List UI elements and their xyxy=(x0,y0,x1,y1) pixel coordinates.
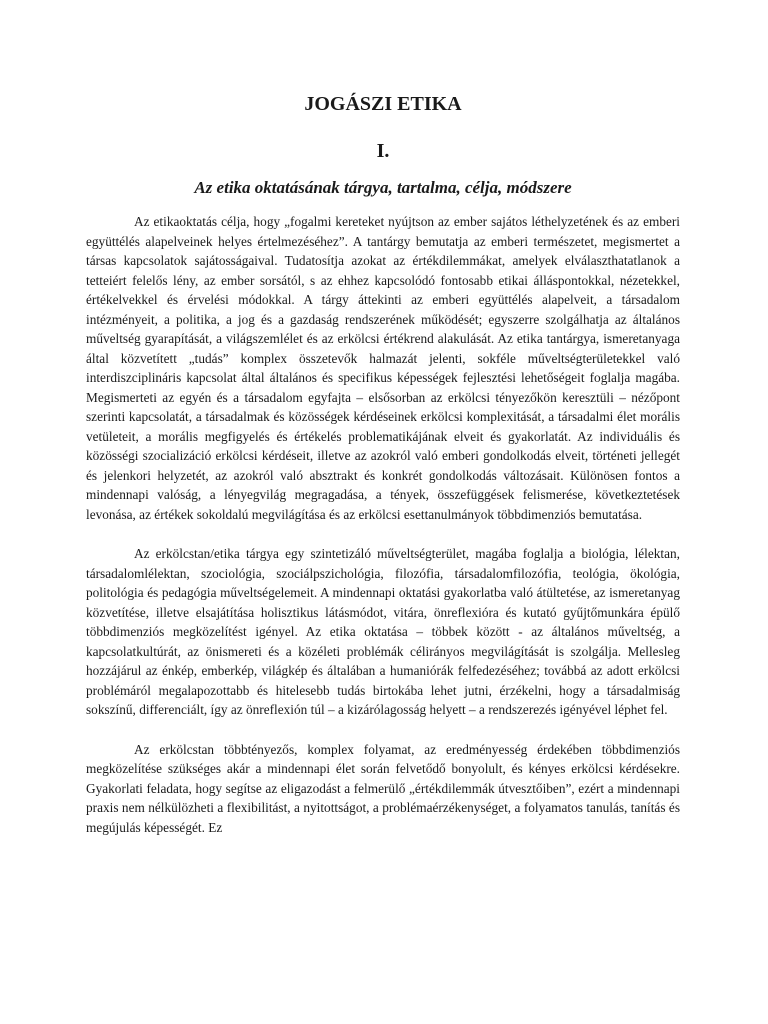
paragraph-2: Az erkölcstan/etika tárgya egy szintetizáló műveltségterület, magába foglalja a biológia, lélektan, társadalomlélektan, szociológia, szociálpszichológia, filozófia, társadalomfilozófia, teológia, ökológia, politológia és pedagógia műveltségelemeit. A mindennapi oktatási gyakorlatba való átültetése, az ismeretanyag közvetítése, illetve elsajátítása holisztikus látásmódot, vitára, önreflexióra és kutató gyűjtőmunkára épülő többdimenziós megközelítést igényel. Az etika oktatása – többek között - az általános műveltség, a kapcsolatkultúrát, az önismereti és a közéleti problémák célirányos megvilágítását is szolgálja. Mellesleg hozzájárul az énkép, emberkép, világkép és általában a humaniórák felfedezéséhez; továbbá az adott erkölcsi problémáról megalapozottabb és hitelesebb tudás birtokába lehet jutni, érzékelni, hogy a társadalmiság sokszínű, differenciált, így az önreflexión túl – a kizárólagosság helyett – a rendszerezés igényével léphet fel. xyxy=(86,546,680,717)
chapter-subtitle: Az etika oktatásának tárgya, tartalma, célja, módszere xyxy=(194,178,572,197)
paragraph-1: Az etikaoktatás célja, hogy „fogalmi kereteket nyújtson az ember sajátos léthelyzetének és az emberi együttélés alapelveinek helyes értelmezéséhez”. A tantárgy bemutatja az emberi természetet, megismertet a társas kapcsolatok sajátosságaival. Tudatosítja azokat az értékdilemmákat, amelyek elválaszthatatlanok a tetteiért felelős lény, az ember sorsától, s az ehhez kapcsolódó fontosabb etikai álláspontokkal, nézetekkel, értékelvekkel és érvelési módokkal. A tárgy áttekinti az emberi együttélés alapelveit, a társadalom intézményeit, a politika, a jog és a gazdaság rendszerének működését; egyszerre szolgálhatja az általános műveltség gyarapítását, a világszemlélet és az erkölcsi értékrend alakulását. Az etika tantárgya, ismeretanyaga által közvetített „tudás” komplex összetevők halmazát jelenti, sokféle műveltségterületekkel való interdiszciplináris kapcsolat által általános és specifikus képességek fejlesztési lehetőségeit foglalja magába. Megismerteti az egyén és a társadalom egyfajta – elsősorban az erkölcsi tényezőkön keresztüli – nézőpont szerinti kapcsolatát, a társadalmak és közösségek kérdéseinek erkölcsi komplexitását, a társadalmi élet morális vetületeit, a morális megfigyelés és értékelés problematikájának elveit és gyakorlatát. Az individuális és közösségi szocializáció erkölcsi kérdéseit, illetve az azokról való emberi gondolkodás elveit, történeti jellegét és jelenkori helyzetét, az azokról való absztrakt és konkrét gondolkodás változásait. Különösen fontos a mindennapi valóság, a lényegvilág megragadása, a tények, összefüggések felismerése, következtetések levonása, az értékek sokoldalú megvilágítása és az erkölcsi esettanulmányok többdimenziós bemutatása. xyxy=(86,214,680,522)
paragraph-3: Az erkölcstan többtényezős, komplex folyamat, az eredményesség érdekében többdimenziós megközelítése szükséges akár a mindennapi élet során felvetődő bonyolult, és kényes erkölcsi kérdésekre. Gyakorlati feladata, hogy segítse az eligazodást a felmerülő „értékdilemmák útvesztőiben”, ezért a mindennapi praxis nem nélkülözheti a flexibilitást, a nyitottságot, a problémaérzékenységet, a folyamatos tanulás, tanítás és megújulás képességét. Ez xyxy=(86,741,680,835)
document-title: JOGÁSZI ETIKA xyxy=(304,93,462,115)
chapter-number: I. xyxy=(376,140,390,162)
body-text xyxy=(86,212,680,837)
document-page xyxy=(86,0,680,1024)
